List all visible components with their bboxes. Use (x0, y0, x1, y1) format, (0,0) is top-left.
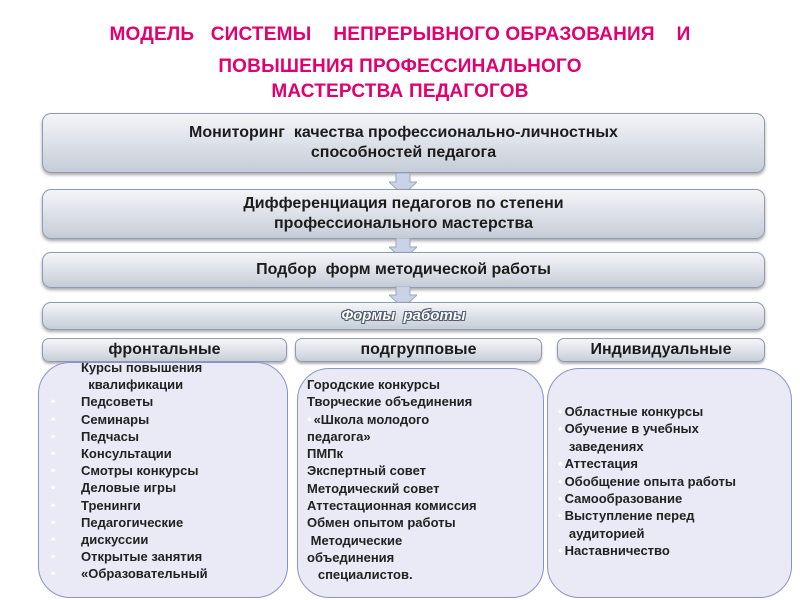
header-individual-label: Индивидуальные (590, 341, 732, 358)
list-item: Городские конкурсы (307, 377, 440, 392)
list-item: • Обобщение опыта работы (558, 473, 736, 490)
list-item: аудиторией (558, 525, 645, 541)
frontal-forms-list (81, 359, 208, 583)
title-line-3: МАСТЕРСТВА ПЕДАГОГОВ (271, 81, 529, 102)
list-item: Обмен опытом работы (307, 515, 456, 531)
step-selection (42, 252, 765, 288)
list-item: • Деловые игры (81, 479, 208, 496)
list-item: Экспертный совет (307, 463, 427, 479)
list-item: • «Образовательный (81, 565, 208, 582)
step-monitoring-line-1: Мониторинг качества профессионально-личностных (189, 124, 618, 141)
list-item: • Педсоветы (81, 393, 208, 410)
list-item: • «Школа молодого (307, 411, 477, 428)
list-item: • Смотры конкурсы (81, 462, 208, 479)
list-item: Аттестационная комиссия (307, 498, 477, 514)
list-item: • Педагогические (81, 514, 208, 531)
list-item: • Выступление перед (558, 507, 736, 524)
list-item: • Областные конкурсы (558, 403, 736, 420)
frontal-forms-panel (38, 362, 288, 598)
individual-forms-list (558, 403, 736, 560)
title-line-1: МОДЕЛЬ СИСТЕМЫ НЕПРЕРЫВНОГО ОБРАЗОВАНИЯ И (109, 24, 691, 45)
list-item: • Обучение в учебных (558, 420, 736, 437)
list-item: специалистов. (307, 567, 413, 583)
individual-forms-panel (547, 368, 792, 598)
step-monitoring-line-2: способностей педагога (310, 144, 497, 161)
list-item: педагога» (307, 428, 371, 444)
list-item: • Самообразование (558, 490, 736, 507)
subgroup-forms-panel (297, 368, 544, 598)
subgroup-forms-list (307, 376, 477, 584)
list-item: объединения (307, 549, 395, 565)
list-item: • Открытые занятия (81, 548, 208, 565)
header-frontal-label: фронтальные (108, 341, 221, 358)
step-differentiation (42, 189, 765, 239)
list-item: • Педчасы (81, 428, 208, 445)
forms-of-work-label: Формы работы (341, 307, 466, 324)
header-subgroup (295, 338, 542, 362)
step-selection-label: Подбор форм методической работы (256, 261, 551, 278)
step-differentiation-line-1: Дифференциация педагогов по степени (243, 195, 564, 212)
list-item: • дискуссии (81, 531, 208, 548)
list-item: ПМПк (307, 446, 344, 462)
list-item: • Аттестация (558, 455, 736, 472)
list-item: заведениях (558, 438, 644, 454)
forms-of-work-bar (42, 302, 765, 330)
list-item: • Наставничество (558, 542, 736, 559)
header-subgroup-label: подгрупповые (360, 341, 477, 358)
step-differentiation-line-2: профессионального мастерства (274, 215, 533, 232)
list-item: Методический совет (307, 480, 440, 496)
title-line-2: ПОВЫШЕНИЯ ПРОФЕССИНАЛЬНОГО (218, 56, 582, 77)
list-item: квалификации (81, 377, 184, 393)
list-item: Творческие объединения (307, 394, 473, 410)
list-item: Курсы повышения (81, 360, 203, 375)
list-item: • Тренинги (81, 497, 208, 514)
header-individual (557, 338, 765, 362)
list-item: Методические (307, 532, 403, 548)
diagram-title (0, 22, 800, 104)
step-monitoring (42, 113, 765, 173)
list-item: • Семинары (81, 411, 208, 428)
list-item: • Консультации (81, 445, 208, 462)
